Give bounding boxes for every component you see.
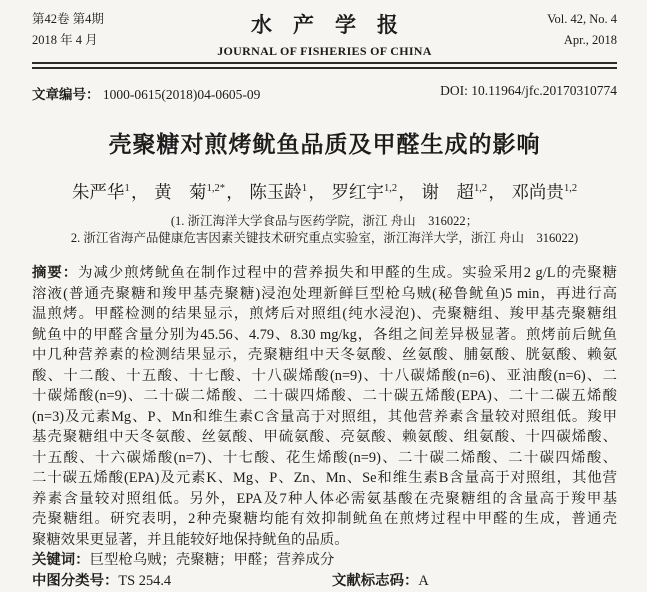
author-separator: ， (130, 182, 149, 202)
abstract-line: 养素含量较对照组低。另外，EPA及7种人体必需氨基酸在壳聚糖组的含量高于羧甲基 (32, 490, 617, 507)
article-title: 壳聚糖对煎烤鱿鱼品质及甲醛生成的影响 (108, 131, 541, 157)
abstract-line: 十碳烯酸(n=9)、二十碳二烯酸、二十碳四烯酸、二十碳五烯酸(EPA)、二十二碳五烯酸 (32, 388, 617, 404)
abstract-line: 十五酸、十六碳烯酸(n=7)、十七酸、花生烯酸(n=9)、二十碳二烯酸、二十碳四烯酸、 (32, 449, 617, 466)
date-cn: 2018 年 4 月 (32, 33, 98, 47)
article-number-label: 文章编号： (32, 87, 100, 102)
author: 罗红宇$^{1,2}$ (331, 182, 398, 202)
volume-issue-cn: 第42卷 第4期 (32, 12, 104, 26)
author-affil-sup: 1,2* (206, 183, 225, 195)
article-number-value: 1000-0615(2018)04-0605-09 (102, 87, 261, 102)
journal-masthead (32, 9, 617, 59)
masthead-center (157, 9, 492, 59)
abstract-line: 聚糖效果更显著，并且能较好地保持鱿鱼的品质。 (32, 531, 349, 548)
abstract-line: (n=3)及元素Mg、P、Mn和维生素C含量高于对照组，其他营养素含量较对照组低。羧甲 (32, 408, 617, 425)
document-code (332, 571, 429, 592)
classification-row (32, 571, 617, 592)
volume-issue-en: Vol. 42, No. 4 (547, 12, 617, 26)
abstract-line: 基壳聚糖组中天冬氨酸、丝氨酸、甲硫氨酸、亮氨酸、赖氨酸、组氨酸、十四碳烯酸、 (32, 429, 617, 445)
author-line (32, 179, 617, 204)
affiliation-1: (1. 浙江海洋大学食品与医药学院，浙江 舟山 316022； (170, 214, 479, 228)
clc-value: TS 254.4 (118, 573, 172, 589)
author-affil-sup: 1 (301, 183, 308, 195)
masthead-left (32, 9, 157, 59)
masthead-right (492, 9, 617, 59)
abstract-line: 壳聚糖组。研究表明，2种壳聚糖均能有效抑制鱿鱼在煎烤过程中甲醛的生成，普通壳 (32, 511, 617, 527)
author-affil-sup: 1,2 (383, 183, 398, 195)
author-affil-sup: 1,2 (563, 183, 578, 195)
clc-number (32, 571, 332, 592)
author: 朱严华$^1$ (71, 182, 130, 202)
abstract-line: 鱿鱼中的甲醛含量分别为45.56、4.79、8.30 mg/kg，各组之间差异极显著。煎烤前后鱿鱼 (32, 326, 617, 343)
article-meta-row (32, 83, 617, 103)
abstract-line: 二十碳五烯酸(EPA)及元素K、Mg、P、Zn、Mn、Se和维生素B含量高于对照组，其他营 (32, 470, 617, 486)
article-number (32, 83, 260, 103)
abstract-line: 酸、十二酸、十五酸、十七酸、十八碳烯酸(n=9)、十八碳烯酸(n=6)、亚油酸(n=6)、二 (32, 367, 617, 384)
affiliations (32, 213, 617, 247)
author: 陈玉龄$^1$ (249, 182, 308, 202)
author-affil-sup: 1,2 (473, 183, 488, 195)
author-separator: ， (398, 182, 416, 202)
keywords-label: 关键词： (32, 552, 90, 568)
abstract-line: 摘要：为减少煎烤鱿鱼在制作过程中的营养损失和甲醛的生成。实验采用2 g/L的壳聚糖 (32, 265, 617, 281)
abstract (32, 263, 617, 550)
author: 谢 超$^{1,2}$ (421, 182, 488, 202)
author-affil-sup: 1 (124, 183, 130, 195)
masthead-double-rule (32, 62, 617, 69)
author-separator: ， (488, 182, 506, 202)
abstract-line: 温煎烤。甲醛检测的结果显示，煎烤后对照组(纯水浸泡)、壳聚糖组、羧甲基壳聚糖组 (32, 306, 617, 322)
author: 邓尚贵$^{1,2}$ (511, 182, 578, 202)
abstract-label: 摘要： (32, 265, 79, 281)
document-code-value: A (418, 573, 429, 589)
keywords-text: 巨型枪乌贼；壳聚糖；甲醛；营养成分 (89, 552, 335, 568)
document-code-label: 文献标志码： (332, 573, 419, 589)
journal-title-en: JOURNAL OF FISHERIES OF CHINA (217, 44, 432, 58)
journal-title-cn: 水 产 学 报 (251, 14, 398, 37)
date-en: Apr., 2018 (563, 33, 617, 47)
author: 黄 菊$^{1,2*}$ (154, 182, 225, 202)
affiliation-2: 2. 浙江省海产品健康危害因素关键技术研究重点实验室，浙江海洋大学，浙江 舟山 316022) (70, 231, 579, 245)
abstract-line: 中几种营养素的检测结果显示，壳聚糖组中天冬氨酸、丝氨酸、脯氨酸、胱氨酸、赖氨 (32, 347, 617, 363)
author-separator: ， (308, 182, 326, 202)
abstract-line: 溶液(普通壳聚糖和羧甲基壳聚糖)浸泡处理新鲜巨型枪乌贼(秘鲁鱿鱼)5 min，再进行高 (32, 285, 617, 302)
author-separator: ， (226, 182, 244, 202)
keywords-row (32, 550, 617, 571)
doi: DOI: 10.11964/jfc.20170310774 (440, 83, 617, 98)
clc-label: 中图分类号： (32, 573, 119, 589)
